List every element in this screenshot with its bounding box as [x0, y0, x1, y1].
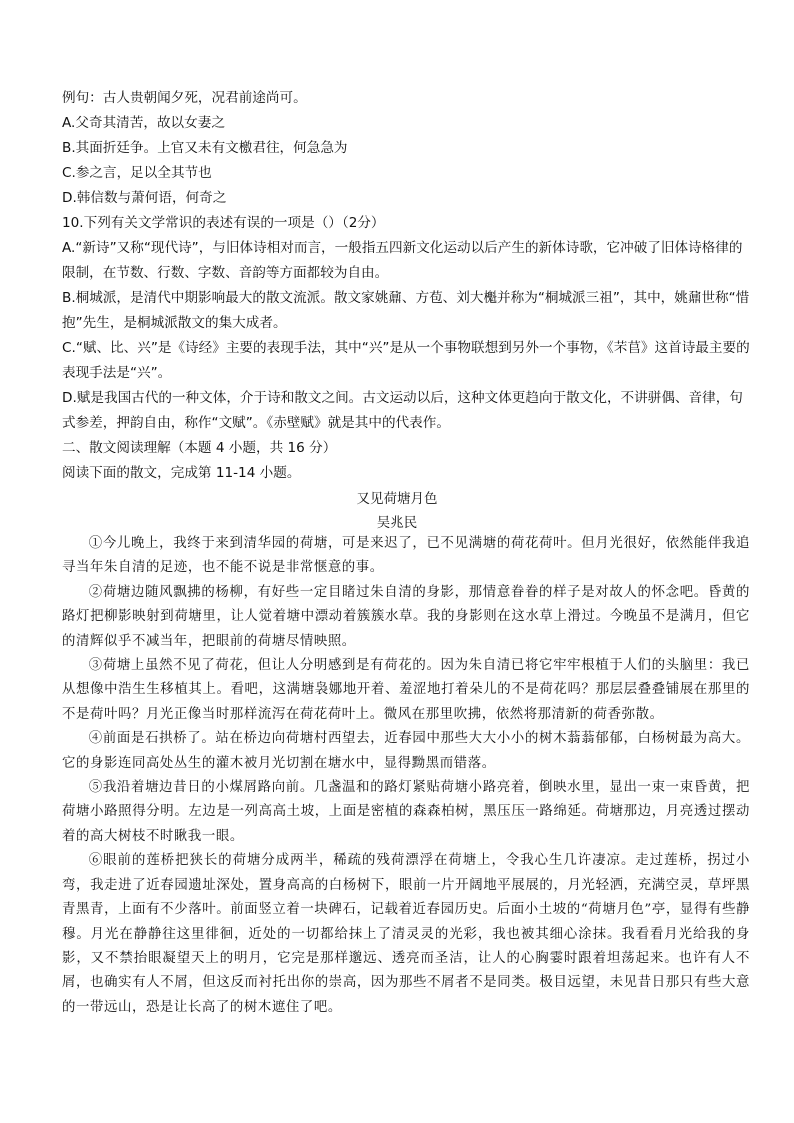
essay-title: 又见荷塘月色: [356, 491, 438, 507]
q9-option-d: D.韩信数与萧何语，何奇之: [62, 190, 227, 206]
q10-option-a: A.“新诗”又称“现代诗”，与旧体诗相对而言，一般指五四新文化运动以后产生的新体诗歌，它冲破了旧体诗格律的限制，在节数、行数、字数、音韵等方面都较为自由。: [62, 240, 743, 281]
section-instruction: 阅读下面的散文，完成第 11-14 小题。: [62, 465, 301, 481]
q10-stem: 10.下列有关文学常识的表述有误的一项是（）（2分）: [62, 215, 385, 231]
question-block: [62, 86, 750, 486]
q10-option-d: D.赋是我国古代的一种文体，介于诗和散文之间。古文运动以后，这种文体更趋向于散文化，不讲骈偶、音律，句式参差，押韵自由，称作“文赋”。《赤壁赋》就是其中的代表作。: [62, 390, 743, 431]
essay-body: [62, 532, 750, 1020]
q9-option-c: C.参之言，足以全其节也: [62, 165, 212, 181]
q10-option-b: B.桐城派，是清代中期影响最大的散文流派。散文家姚鼐、方苞、刘大櫆并称为“桐城派三祖”，其中，姚鼐世称“惜抱”先生，是桐城派散文的集大成者。: [62, 290, 750, 331]
essay-paragraph-1: ①今儿晚上，我终于来到清华园的荷塘，可是来迟了，已不见满塘的荷花荷叶。但月光很好，依然能伴我追寻当年朱自清的足迹，也不能不说是非常惬意的事。: [62, 536, 750, 576]
q9-example: 例句：古人贵朝闻夕死，况君前途尚可。: [62, 90, 307, 106]
essay-paragraph-5: ⑤我沿着塘边昔日的小煤屑路向前。几盏温和的路灯紧贴荷塘小路亮着，倒映水里，显出一束一束昏黄，把荷塘小路照得分明。左边是一列高高土坡，上面是密植的森森柏树，黑压压一路绵延。荷塘那边，月亮透过摆动着的高大树枝不时瞅我一眼。: [62, 780, 750, 844]
q9-option-a: A.父奇其清苦，故以女妻之: [62, 115, 225, 131]
section-heading: 二、散文阅读理解（本题 4 小题，共 16 分）: [62, 440, 337, 456]
essay-paragraph-4: ④前面是石拱桥了。站在桥边向荷塘村西望去，近春园中那些大大小小的树木蓊蓊郁郁，白杨树最为高大。它的身影连同高处丛生的灌木被月光切割在塘水中，显得黝黑而错落。: [62, 731, 750, 771]
q10-option-c: C.“赋、比、兴”是《诗经》主要的表现手法，其中“兴”是从一个事物联想到另外一个事物，《芣苢》这首诗最主要的表现手法是“兴”。: [62, 340, 750, 381]
essay-author: 吴兆民: [376, 515, 418, 531]
essay-paragraph-3: ③荷塘上虽然不见了荷花，但让人分明感到是有荷花的。因为朱自清已将它牢牢根植于人们的头脑里：我已从想像中浩生生移植其上。看吧，这满塘袅娜地开着、羞涩地打着朵儿的不是荷花吗？那层层叠叠铺展在那里的不是荷叶吗？月光正像当时那样流泻在荷花荷叶上。微风在那里吹拂，依然将那清新的荷香弥散。: [62, 658, 750, 722]
essay-paragraph-2: ②荷塘边随风飘拂的杨柳，有好些一定目睹过朱自清的身影，那情意眷眷的样子是对故人的怀念吧。昏黄的路灯把柳影映射到荷塘里，让人觉着塘中漂动着簇簇水草。我的身影则在这水草上滑过。今晚虽不是满月，但它的清辉似乎不减当年，把眼前的荷塘尽情映照。: [62, 584, 750, 649]
q9-option-b: B.其面折廷争。上官又未有文檄君往，何急急为: [62, 140, 348, 156]
essay-paragraph-6: ⑥眼前的莲桥把狭长的荷塘分成两半，稀疏的残荷漂浮在荷塘上，令我心生几许凄凉。走过莲桥，拐过小弯，我走进了近春园遗址深处，置身高高的白杨树下，眼前一片开阔地平展展的，月光轻洒，充满空灵，草坪黑青黑青，上面有不少落叶。前面竖立着一块碑石，记载着近春园历史。后面小土坡的“荷塘月色”亭，显得有些静穆。月光在静静往这里徘徊，近处的一切都给抹上了清灵灵的光彩，我也被其细心涂抹。我看看月光给我的身影，又不禁抬眼凝望天上的明月，它完是那样邈远、透亮而圣洁，让人的心胸霎时跟着坦荡起来。也许有人不屑，也确实有人不屑，但这反而衬托出你的崇高，因为那些不屑者不是同类。极目远望，未见昔日那只有些大意的一带远山，恐是让长高了的树木遮住了吧。: [62, 853, 750, 1015]
